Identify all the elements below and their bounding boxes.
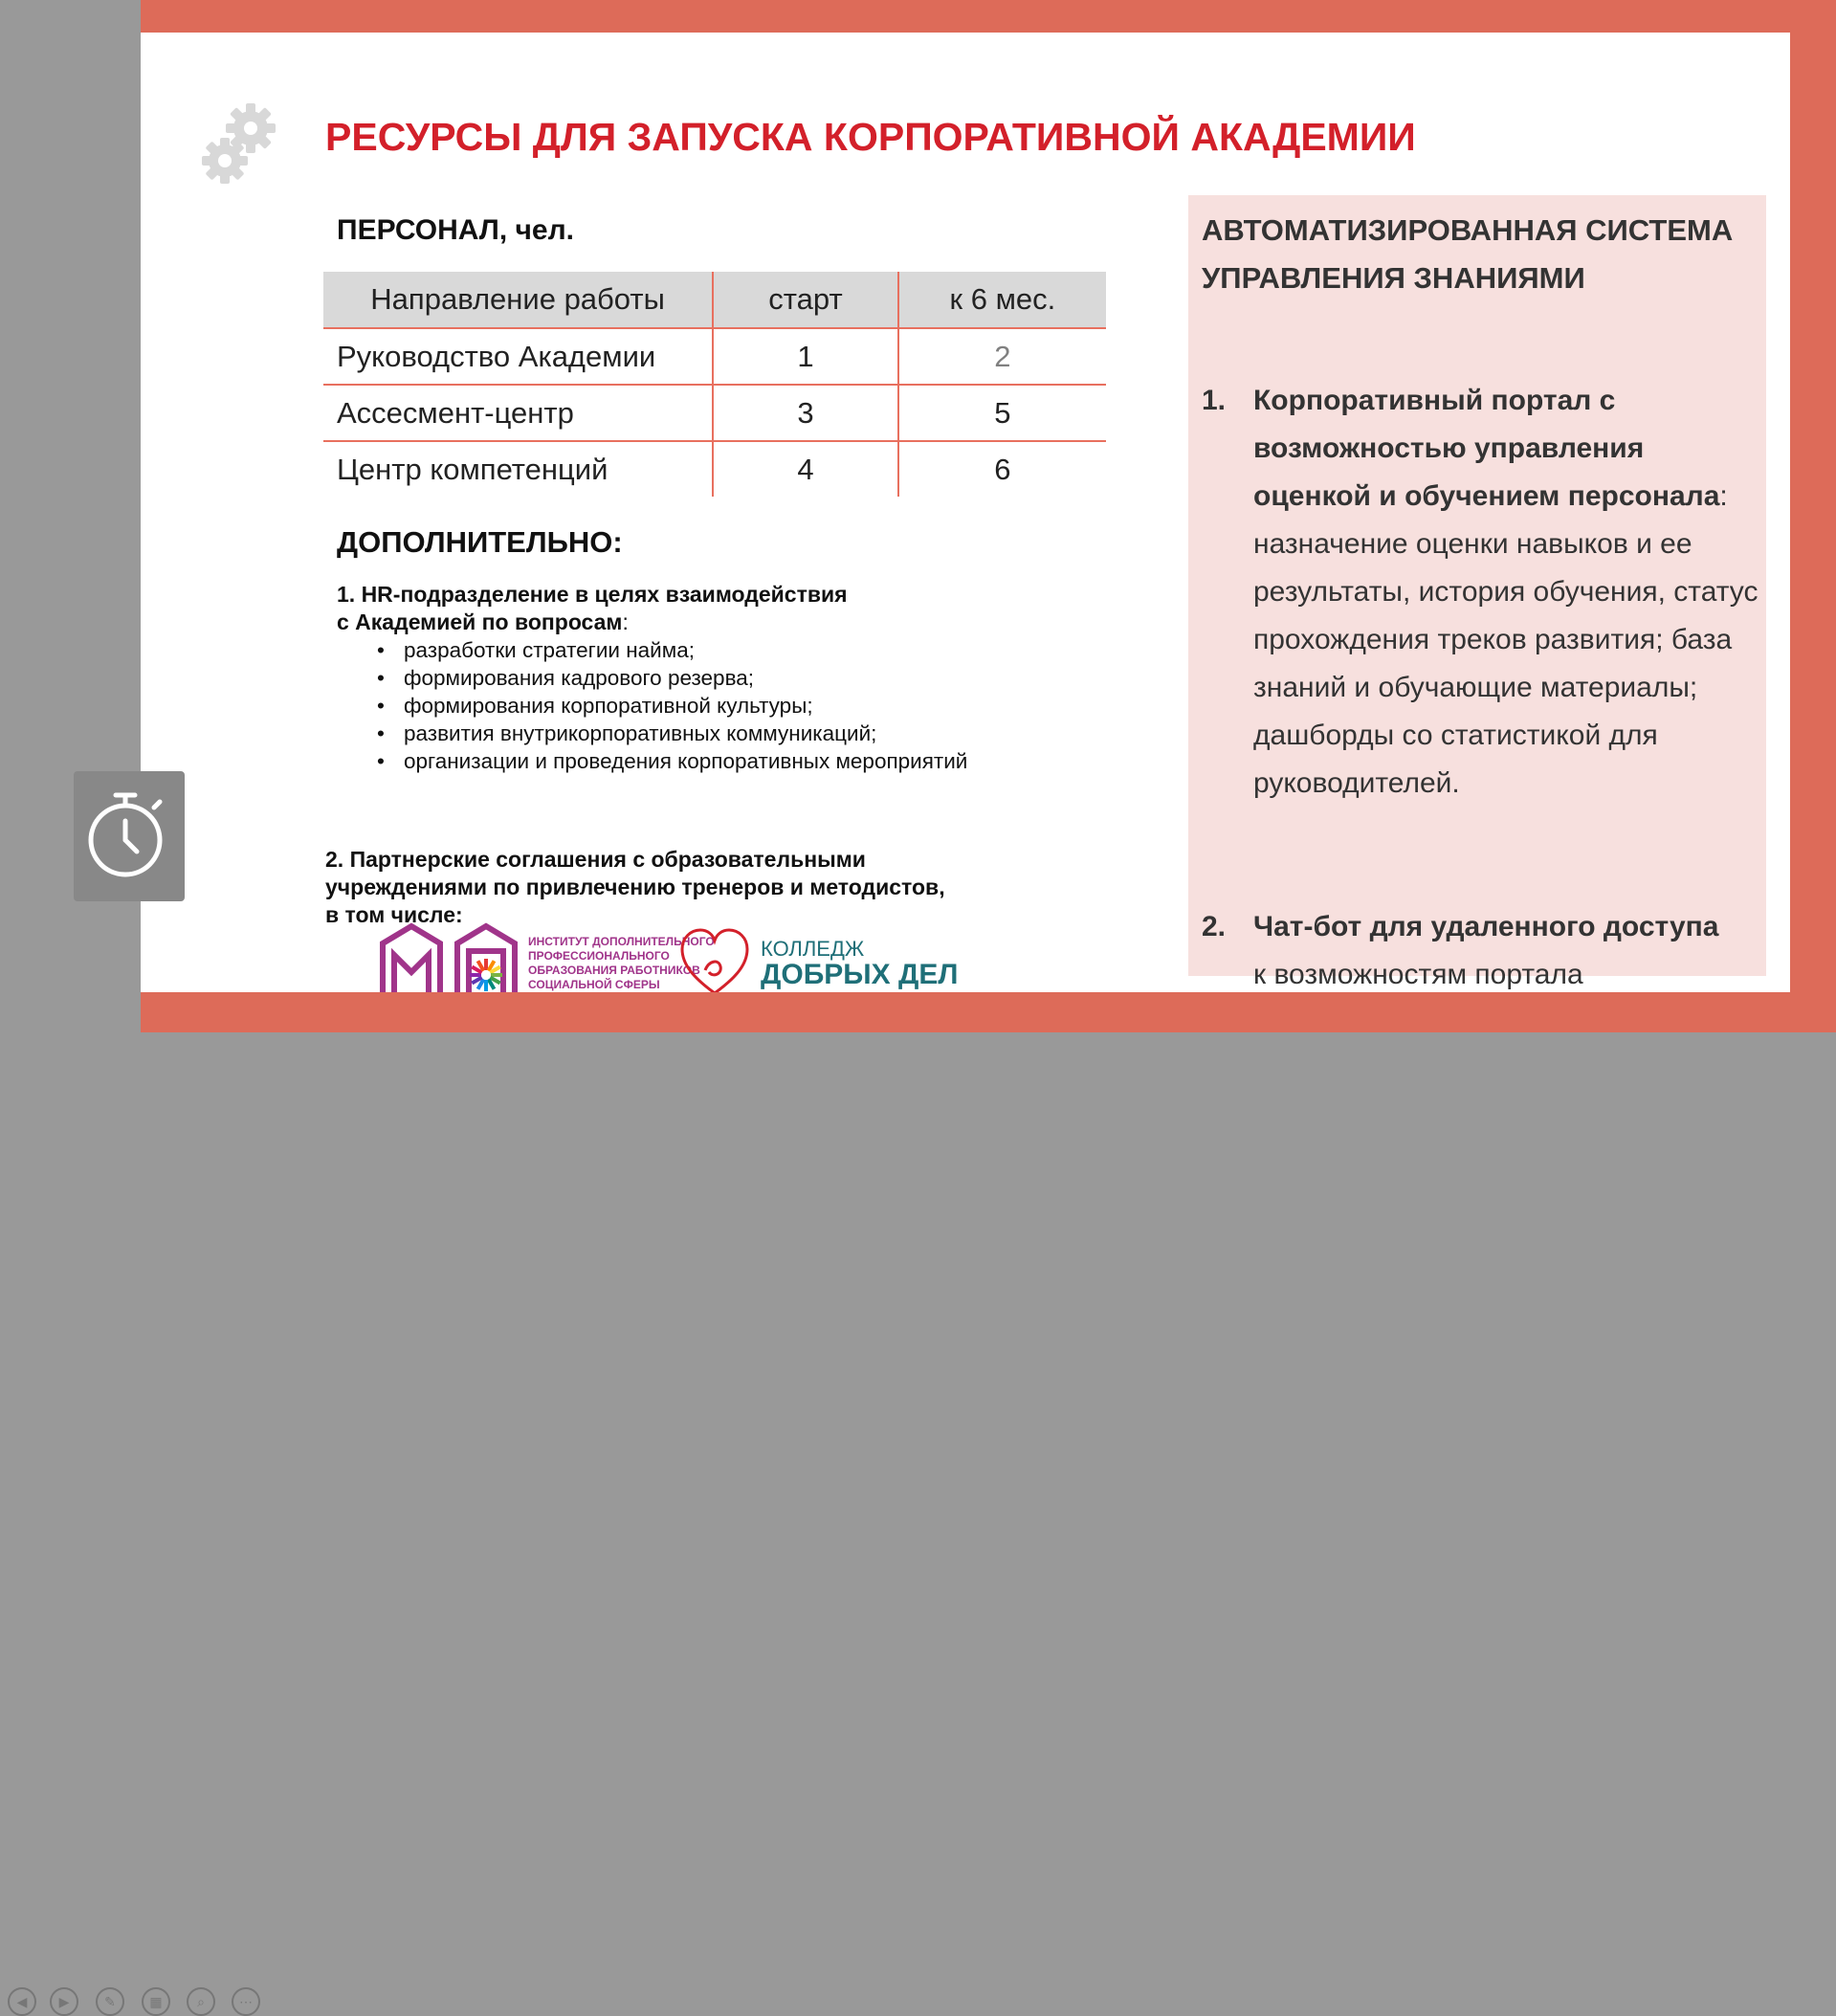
knowledge-system-box	[1188, 195, 1766, 990]
slide-title: РЕСУРСЫ ДЛЯ ЗАПУСКА КОРПОРАТИВНОЙ АКАДЕМИИ	[325, 115, 1416, 159]
hr-line-2: с Академией по вопросам	[337, 609, 623, 634]
column-header-6-months: к 6 мес.	[898, 272, 1106, 328]
presenter-toolbar	[0, 992, 1836, 2009]
table-header-row	[323, 272, 1106, 328]
more-icon[interactable]: ⋯	[232, 1987, 260, 2016]
table-row	[323, 441, 1106, 497]
stopwatch-icon	[74, 771, 185, 901]
table-cell: 3	[713, 385, 898, 441]
college-line-2: ДОБРЫХ ДЕЛ	[761, 959, 959, 990]
column-header-start: старт	[713, 272, 898, 328]
list-item: • формирования корпоративной культуры;	[404, 692, 967, 720]
pen-icon[interactable]: ✎	[96, 1987, 124, 2016]
hr-colon: :	[622, 609, 629, 634]
partner-block	[325, 846, 945, 929]
item-1-bold: Корпоративный портал с возможностью управления оценкой и обучением персонала	[1253, 385, 1720, 512]
item-2-text: к возможностям портала	[1253, 959, 1583, 990]
item-1-text: назначение оценки навыков и ее результаты, история обучения, статус прохождения треков развития; база знаний и обучающие материалы; дашборды со статистикой для руководителей.	[1253, 528, 1759, 799]
table-cell: 5	[898, 385, 1106, 441]
item-2-number: 2.	[1202, 911, 1227, 942]
partner-logos	[378, 922, 1048, 992]
zoom-icon[interactable]: ⌕	[187, 1987, 215, 2016]
box-title: АВТОМАТИЗИРОВАННАЯ СИСТЕМА УПРАВЛЕНИЯ ЗНАНИЯМИ	[1202, 213, 1734, 295]
personnel-heading: ПЕРСОНАЛ, чел.	[337, 214, 574, 246]
list-item: • развития внутрикорпоративных коммуникаций;	[404, 720, 967, 747]
color-wheel-icon	[470, 959, 502, 991]
slides-icon[interactable]: ▦	[142, 1987, 170, 2016]
institute-line-1: ИНСТИТУТ ДОПОЛНИТЕЛЬНОГО	[528, 935, 715, 948]
timer-panel[interactable]	[74, 771, 185, 901]
partner-line-1: 2. Партнерские соглашения с образовательными	[325, 847, 866, 872]
hr-block	[337, 581, 967, 775]
previous-icon[interactable]: ◀	[8, 1987, 36, 2016]
table-cell: Ассесмент-центр	[323, 385, 713, 441]
item-1-number: 1.	[1202, 385, 1227, 416]
item-1-colon: :	[1719, 480, 1728, 512]
box-item-1	[1202, 377, 1761, 808]
table-cell: 4	[713, 441, 898, 497]
column-header-direction: Направление работы	[323, 272, 713, 328]
partner-line-3: в том числе:	[325, 902, 463, 927]
institute-line-4: СОЦИАЛЬНОЙ СФЕРЫ	[528, 978, 660, 991]
hr-bullet-list	[337, 636, 967, 775]
partner-line-2: учреждениями по привлечению тренеров и методистов,	[325, 875, 945, 899]
table-cell: 1	[713, 328, 898, 385]
list-item: • организации и проведения корпоративных мероприятий	[404, 747, 967, 775]
table-cell: Руководство Академии	[323, 328, 713, 385]
box-item-2	[1202, 903, 1761, 992]
table-cell: 6	[898, 441, 1106, 497]
institute-line-3: ОБРАЗОВАНИЯ РАБОТНИКОВ	[528, 964, 700, 977]
institute-line-2: ПРОФЕССИОНАЛЬНОГО	[528, 949, 670, 963]
hr-line-1: 1. HR-подразделение в целях взаимодействия	[337, 582, 848, 607]
next-icon[interactable]: ▶	[50, 1987, 78, 2016]
gears-icon	[198, 92, 284, 197]
table-row	[323, 385, 1106, 441]
table-cell: Центр компетенций	[323, 441, 713, 497]
slide	[141, 33, 1790, 992]
list-item: • формирования кадрового резерва;	[404, 664, 967, 692]
staff-table	[323, 272, 1106, 497]
table-row	[323, 328, 1106, 385]
college-line-1: КОЛЛЕДЖ	[761, 937, 865, 961]
additional-heading: ДОПОЛНИТЕЛЬНО:	[337, 525, 623, 559]
list-item: • разработки стратегии найма;	[404, 636, 967, 664]
item-2-bold: Чат-бот для удаленного доступа	[1253, 911, 1719, 942]
table-cell: 2	[898, 328, 1106, 385]
